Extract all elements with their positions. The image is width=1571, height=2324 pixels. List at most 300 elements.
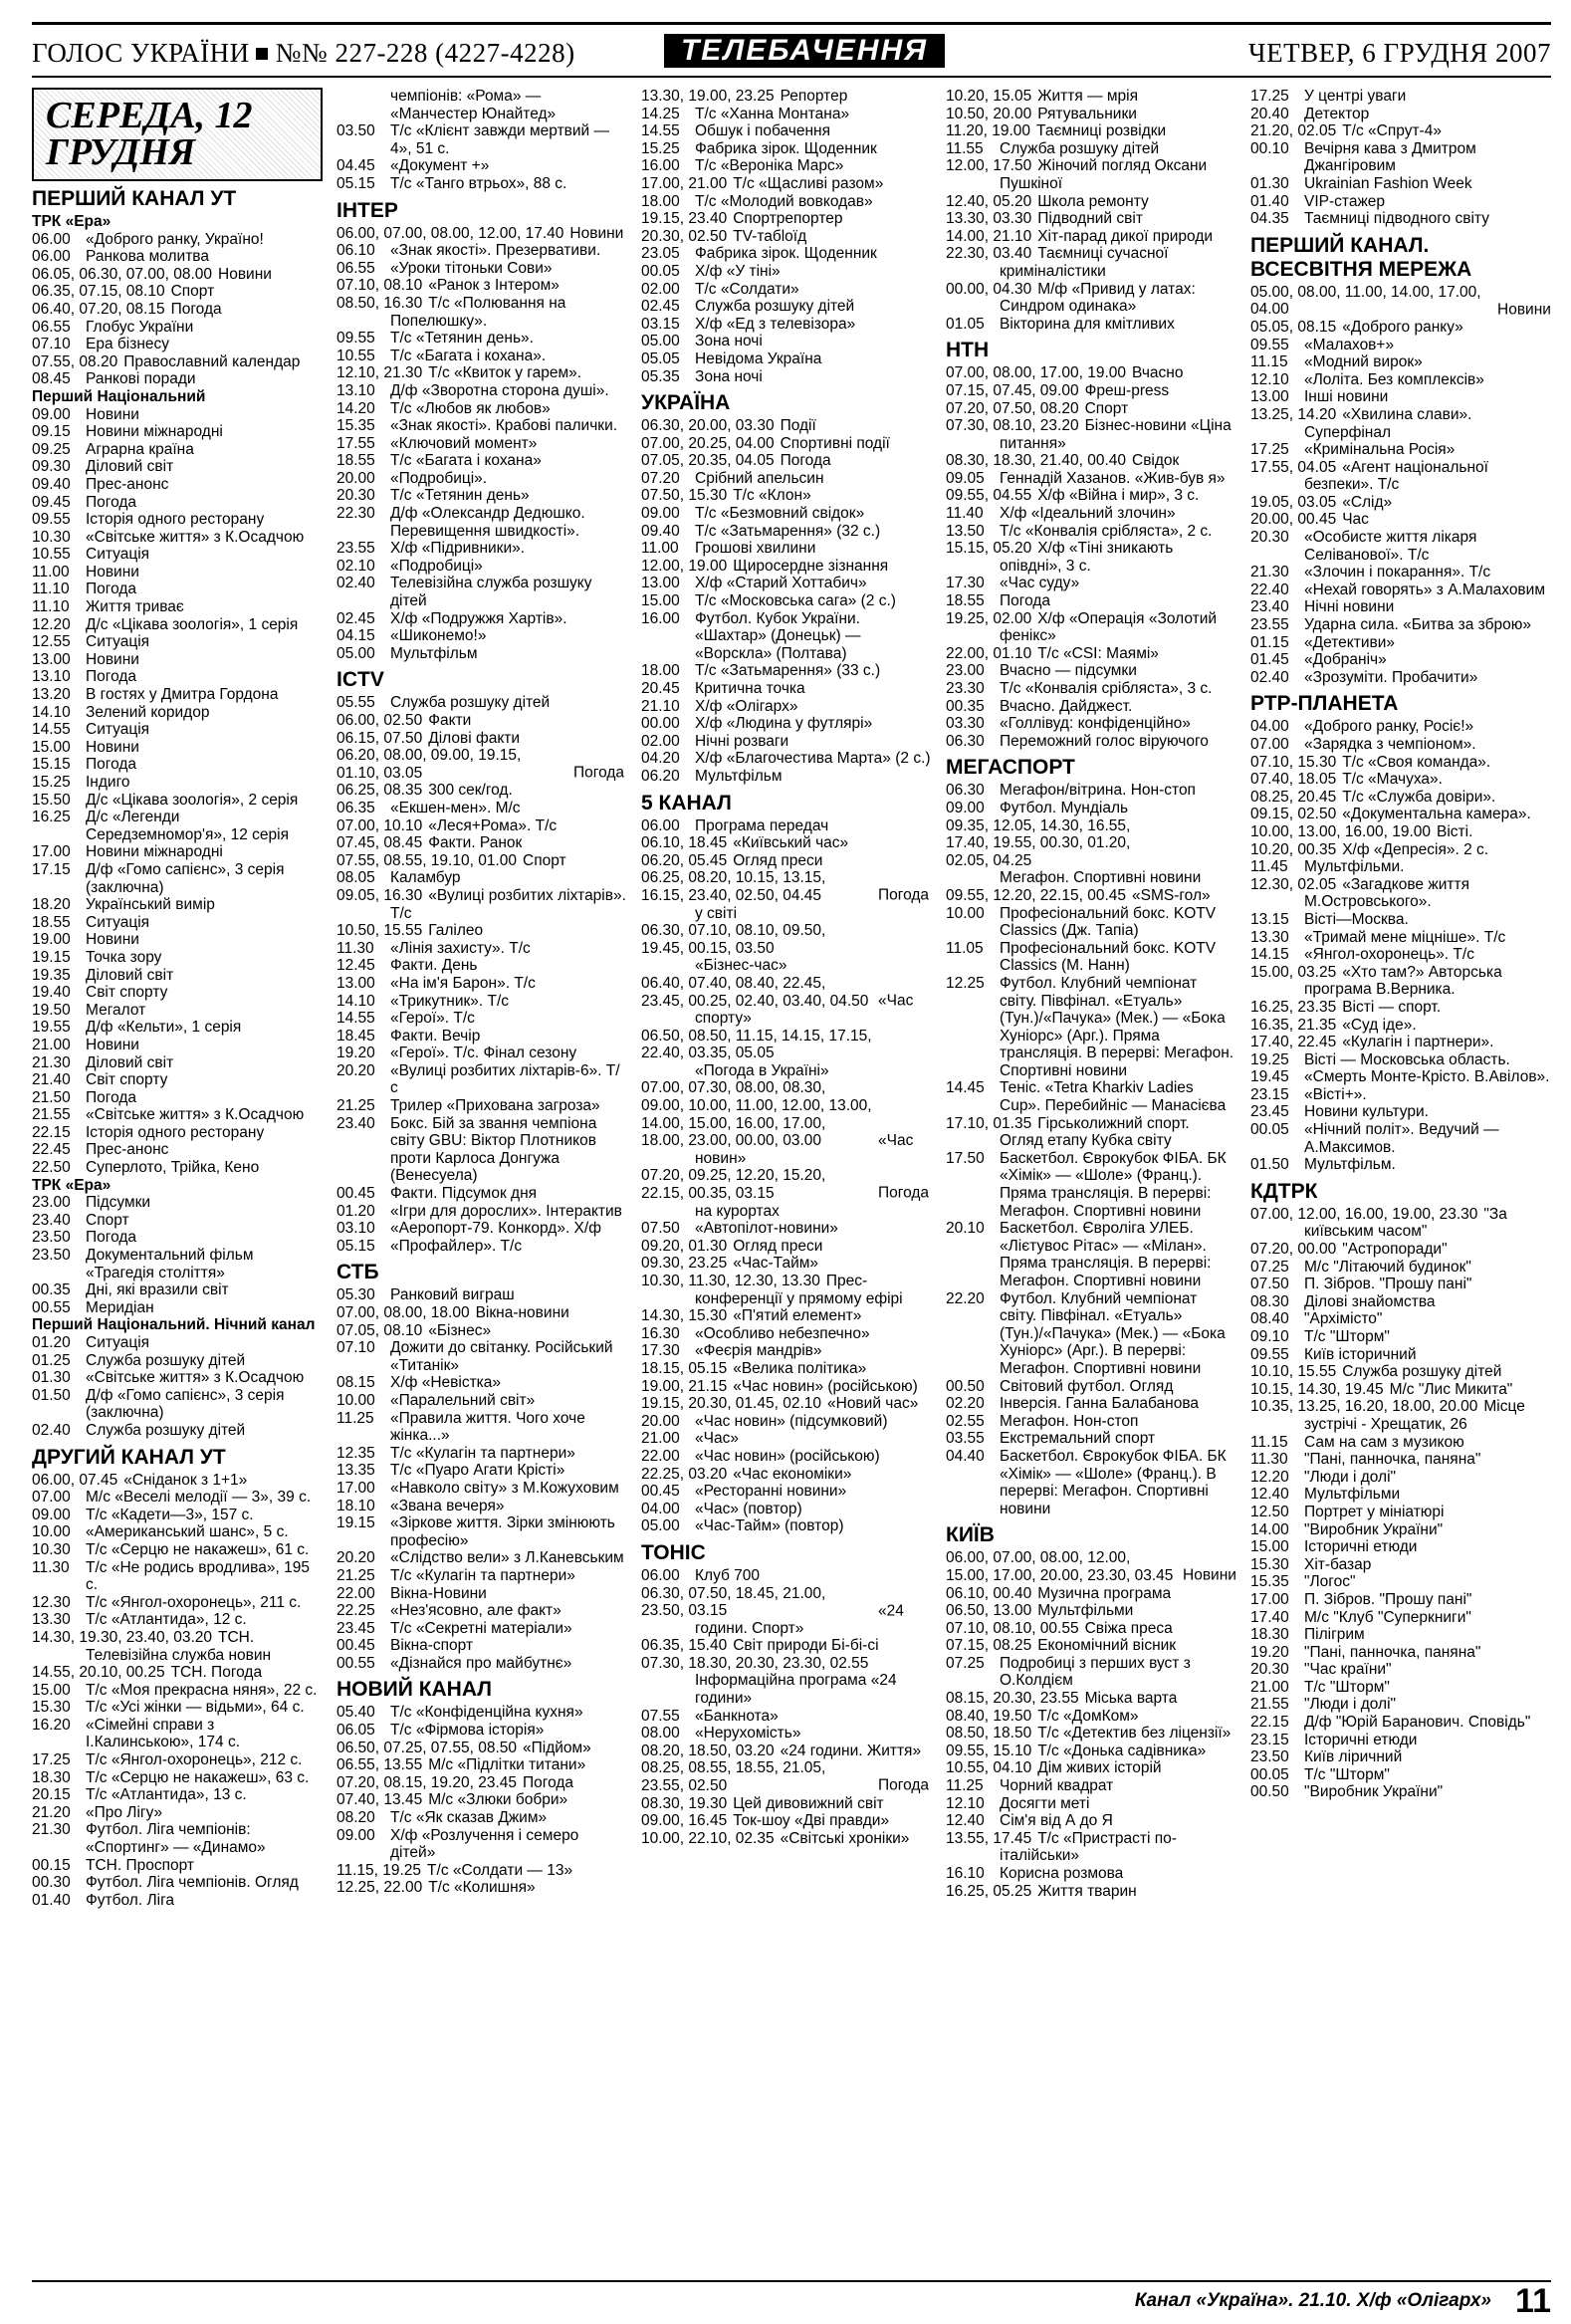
program-time: 23.15 (1250, 1085, 1289, 1103)
program-listing (32, 1071, 323, 1089)
program-listing (641, 1830, 932, 1848)
program-title: Х/ф «Ідеальний злочин» (1000, 505, 1176, 523)
program-title: «Трикутник». Т/с (390, 992, 510, 1010)
program-title: Погода (86, 1088, 137, 1106)
program-time: 01.40 (32, 1891, 71, 1909)
program-time: 06.50, 07.25, 07.55, 08.50 (337, 1739, 517, 1756)
program-title: М/с «Злюки бобри» (428, 1791, 568, 1809)
program-listing (641, 140, 932, 158)
program-title: Ситуація (86, 913, 150, 931)
program-title: Погода (86, 756, 137, 774)
program-time: 11.15 (1250, 1433, 1288, 1451)
program-time: 07.25 (1250, 1258, 1289, 1276)
program-listing (641, 1637, 932, 1655)
program-listing (946, 1865, 1236, 1883)
program-title: Футбол. Ліга чемпіонів. Огляд (86, 1874, 299, 1892)
program-title: Жіночий погляд Оксани Пушкіної (1000, 157, 1208, 192)
program-listing (946, 88, 1236, 106)
program-time: 10.00 (337, 1391, 375, 1409)
program-listing (337, 1203, 627, 1221)
program-listing (1250, 1156, 1551, 1174)
program-listing (1250, 1486, 1551, 1504)
program-listing (946, 1725, 1236, 1743)
program-time: 16.00 (641, 609, 680, 627)
program-time: 06.20, 08.00, 09.00, 19.15, 01.10, 03.05 (337, 747, 522, 782)
program-time: 08.25, 20.45 (1250, 788, 1337, 806)
program-time: 15.30 (1250, 1555, 1289, 1573)
program-time: 10.50, 15.55 (337, 922, 423, 940)
program-time: 19.20 (1250, 1643, 1289, 1661)
program-time: 07.00, 10.10 (337, 816, 423, 834)
program-listing (337, 364, 627, 382)
program-listing (337, 817, 627, 835)
channel-heading: КДТРК (1250, 1179, 1318, 1203)
program-title: Вікна-новини (475, 1304, 569, 1321)
program-time: 22.15 (1250, 1714, 1289, 1732)
program-listing (641, 1759, 932, 1794)
program-time: 00.45 (641, 1483, 680, 1501)
program-listing (1250, 789, 1551, 807)
program-time: 07.20, 00.00 (1250, 1241, 1337, 1259)
program-time: 12.10, 21.30 (337, 364, 423, 382)
program-listing (946, 364, 1236, 382)
program-listing (641, 1378, 932, 1396)
program-listing (641, 228, 932, 246)
channel-heading: ІНТЕР (337, 198, 398, 222)
program-listing (1250, 1068, 1551, 1086)
program-listing (32, 1089, 323, 1107)
program-listing (641, 698, 932, 716)
program-time: 00.05 (1250, 1121, 1289, 1139)
program-listing (1250, 1732, 1551, 1749)
program-title: Час (1342, 511, 1369, 529)
program-title: Ударна сила. «Битва за зброю» (1304, 616, 1531, 634)
program-title: «Підйом» (523, 1739, 591, 1756)
program-listing (337, 1339, 627, 1374)
program-listing (641, 435, 932, 453)
program-listing (337, 645, 627, 663)
program-time: 23.40 (1250, 598, 1289, 616)
program-listing (1250, 754, 1551, 772)
program-listing (946, 1079, 1236, 1114)
program-time: 09.30, 23.25 (641, 1255, 728, 1273)
program-title: Таємниці розвідки (1036, 122, 1167, 140)
program-title: Т/с «Любов як любов» (390, 399, 551, 417)
program-time: 15.35 (1250, 1573, 1289, 1591)
program-time: 07.25 (946, 1654, 985, 1672)
program-time: 05.00 (641, 1517, 680, 1535)
program-time: 16.25 (32, 809, 71, 826)
program-listing (1250, 406, 1551, 441)
program-time: 13.00 (337, 974, 375, 992)
page-number: 11 (1515, 2282, 1551, 2320)
program-time: 09.00 (32, 405, 71, 423)
program-time: 10.30 (32, 1540, 71, 1558)
program-time: 01.30 (32, 1369, 71, 1387)
program-title: «Аеропорт-79. Конкорд». Х/ф (390, 1220, 601, 1238)
program-listing (946, 1743, 1236, 1760)
program-time: 21.30 (32, 1053, 71, 1071)
program-listing (32, 1699, 323, 1717)
schedule-columns (32, 88, 1551, 2266)
program-listing (32, 686, 323, 704)
program-time: 14.00 (1250, 1520, 1289, 1538)
program-title: Х/ф «Людина у футлярі» (695, 715, 873, 733)
program-title: Ток-шоу «Дві правди» (733, 1812, 890, 1830)
program-title: "Час країни" (1304, 1661, 1392, 1679)
program-listing (1250, 964, 1551, 999)
program-title: М/ф «Привид у латах: Синдром одинака» (1000, 280, 1196, 316)
program-listing (641, 245, 932, 263)
program-time: 17.30 (946, 575, 985, 592)
program-title: «Тримай мене міцніше». Т/с (1304, 928, 1506, 946)
program-title: "Логос" (1304, 1573, 1356, 1591)
program-title: Вісті—Москва. (1304, 910, 1409, 928)
program-listing (32, 756, 323, 774)
program-listing (32, 1507, 323, 1524)
program-listing (946, 487, 1236, 505)
program-listing (337, 1010, 627, 1028)
schedule-column-4 (946, 88, 1236, 2266)
program-listing (1250, 581, 1551, 599)
program-listing (641, 175, 932, 193)
program-listing (337, 1286, 627, 1304)
program-time: 12.00, 19.00 (641, 557, 728, 575)
program-time: 23.50 (32, 1247, 71, 1265)
program-title: "Люди і долі" (1304, 1696, 1397, 1714)
program-listing (32, 774, 323, 792)
channel-heading: СТБ (337, 1261, 379, 1284)
program-time: 23.30 (946, 680, 985, 697)
program-time: 04.20 (641, 750, 680, 768)
program-title: Історія одного ресторану (86, 511, 265, 529)
program-time: 14.55, 20.10, 00.25 (32, 1664, 165, 1682)
program-title: Новини міжнародні (86, 423, 223, 441)
program-title: Т/с «CSI: Маямі» (1037, 644, 1159, 662)
program-listing (641, 540, 932, 558)
program-title: Т/с «Атлантида», 12 с. (86, 1611, 247, 1629)
program-time: 09.05, 16.30 (337, 886, 423, 904)
program-listing (641, 1795, 932, 1813)
program-listing (641, 680, 932, 698)
program-title: «Лоліта. Без комплексів» (1304, 370, 1484, 388)
program-listing (946, 228, 1236, 246)
program-title: «Особливо небезпечно» (695, 1324, 870, 1342)
program-title: Д/ф «Зворотна сторона душі». (390, 381, 609, 399)
program-listing (1250, 1293, 1551, 1311)
program-title: «Час» (695, 1430, 739, 1448)
program-time: 11.30 (32, 1558, 70, 1576)
program-listing (337, 922, 627, 940)
program-time: 22.20 (946, 1289, 985, 1307)
program-time: 23.15 (1250, 1731, 1289, 1748)
program-listing (32, 1422, 323, 1440)
program-title: Т/с «Конвалія срібляста», 2 с. (1000, 522, 1213, 540)
program-title: «Суд іде». (1342, 1016, 1417, 1034)
program-time: 14.20 (337, 399, 375, 417)
program-title: Життя — мрія (1037, 88, 1138, 105)
program-time: 19.15, 23.40 (641, 210, 728, 228)
program-listing (337, 1304, 627, 1322)
program-time: 01.45 (1250, 651, 1289, 669)
program-time: 21.30 (1250, 564, 1289, 581)
program-listing (641, 1725, 932, 1743)
program-time: 22.30, 03.40 (946, 245, 1032, 263)
program-title: П. Зібров. "Прошу пані" (1304, 1590, 1472, 1608)
program-title: «Нерухомість» (695, 1725, 801, 1743)
program-listing (641, 1395, 932, 1413)
program-title: Хіт-парад дикої природи (1037, 227, 1214, 245)
program-listing (946, 470, 1236, 488)
program-title: Дні, які вразили світ (86, 1281, 229, 1299)
program-time: 22.25 (337, 1602, 375, 1620)
program-time: 12.20 (32, 615, 71, 633)
program-time: 18.00 (641, 662, 680, 680)
program-listing (641, 733, 932, 751)
program-title: Д/ф «Гомо сапієнс», 3 серія (заключна) (86, 860, 285, 896)
program-listing (32, 266, 323, 284)
program-listing (1250, 823, 1551, 841)
program-listing (1250, 1714, 1551, 1732)
program-listing (32, 1769, 323, 1787)
program-listing (946, 1585, 1236, 1603)
program-listing (1250, 999, 1551, 1017)
program-time: 16.25, 23.35 (1250, 998, 1337, 1016)
program-time: 09.55, 12.20, 22.15, 00.45 (946, 886, 1126, 904)
program-time: 07.00 (1250, 736, 1289, 753)
program-time: 11.15, 19.25 (337, 1861, 422, 1879)
program-listing (946, 1115, 1236, 1150)
program-time: 09.25 (32, 440, 71, 458)
program-time: 08.15 (337, 1374, 375, 1392)
program-title: Досягти меті (1000, 1794, 1090, 1812)
program-title: Х/ф «Операція «Золотий фенікс» (1000, 609, 1218, 645)
program-title: Ситуація (86, 633, 150, 651)
program-listing (946, 592, 1236, 610)
program-title: «Дізнайся про майбутнє» (390, 1654, 572, 1672)
program-listing (641, 1273, 932, 1307)
program-listing (946, 905, 1236, 940)
program-listing (1250, 175, 1551, 193)
program-title: «Світське життя» з К.Осадчою (86, 528, 305, 546)
program-time: 22.00 (641, 1447, 680, 1465)
program-title: Український вимір (86, 896, 215, 914)
program-title: «Малахов+» (1304, 336, 1395, 353)
program-time: 05.30 (337, 1286, 375, 1304)
program-listing (641, 157, 932, 175)
program-title: Т/с «Серцю не накажеш», 61 с. (86, 1540, 310, 1558)
program-title: Баскетбол. Євроліга УЛЕБ. «Лієтувос Рітас» — «Мілан». Пряма трансляція. В перерві: Мегафон. Спортивні новини (1000, 1220, 1212, 1289)
program-title: Мультфільми (1304, 1486, 1401, 1504)
program-title: Нічні новини (1304, 598, 1395, 616)
program-title: Т/с «Служба довіри». (1342, 788, 1496, 806)
program-listing (946, 417, 1236, 452)
program-title: Д/с «Цікава зоологія», 1 серія (86, 615, 299, 633)
program-title: У центрі уваги (1304, 88, 1407, 105)
program-title: Історичні етюди (1304, 1538, 1418, 1556)
program-time: 08.50, 18.50 (946, 1725, 1032, 1743)
program-title: «П'ятий елемент» (733, 1307, 862, 1325)
program-listing (337, 1462, 627, 1480)
program-listing (337, 1567, 627, 1585)
program-title: «Подробиці» (390, 557, 483, 575)
program-listing (337, 993, 627, 1011)
program-time: 07.50 (1250, 1276, 1289, 1293)
program-listing (641, 1708, 932, 1726)
program-title: Суперлото, Трійка, Кено (86, 1159, 260, 1177)
program-listing (337, 1704, 627, 1722)
program-time: 14.15 (1250, 946, 1289, 964)
program-title: Ситуація (86, 721, 150, 739)
program-listing (641, 1167, 932, 1220)
program-time: 08.30 (1250, 1292, 1289, 1310)
program-listing (337, 1238, 627, 1256)
program-time: 09.10 (1250, 1328, 1289, 1345)
program-time: 05.05 (641, 349, 680, 367)
channel-subheading: ТРК «Ера» (32, 213, 112, 230)
program-time: 09.00, 16.45 (641, 1812, 728, 1830)
program-listing (641, 975, 932, 1028)
program-time: 13.00 (1250, 388, 1289, 406)
program-title: «24 години. Життя» (780, 1742, 922, 1759)
program-title: «Янгол-охоронець». Т/с (1304, 946, 1474, 964)
program-time: 21.20 (32, 1803, 71, 1821)
program-listing (1250, 494, 1551, 512)
program-listing (1250, 210, 1551, 228)
program-time: 06.20, 05.45 (641, 851, 728, 869)
program-listing (32, 616, 323, 634)
program-title: Т/с «Кадети—3», 157 с. (86, 1506, 254, 1523)
program-listing (1250, 106, 1551, 123)
program-time: 15.35 (337, 417, 375, 435)
program-title: Т/с «Детектив без ліцензії» (1037, 1725, 1232, 1743)
program-listing (337, 1220, 627, 1238)
program-time: 16.35, 21.35 (1250, 1016, 1337, 1034)
program-time: 14.25 (641, 105, 680, 122)
program-listing (337, 1410, 627, 1445)
program-time: 07.15, 07.45, 09.00 (946, 381, 1079, 399)
program-time: 14.00, 21.10 (946, 227, 1032, 245)
program-title: Т/с «Солдати» (695, 280, 799, 298)
program-title: Галілео (428, 922, 484, 940)
program-time: 14.10 (337, 992, 375, 1010)
program-listing (1250, 771, 1551, 789)
program-title: "Астропоради" (1342, 1241, 1448, 1259)
program-time: 13.30 (1250, 928, 1289, 946)
program-title: Мегафон. Нон-стоп (1000, 1412, 1139, 1430)
program-listing (641, 1220, 932, 1238)
program-title: Факти. Вечір (390, 1027, 481, 1045)
program-title: «Час спорту» (695, 992, 914, 1028)
program-time: 18.55 (946, 592, 985, 610)
program-listing (32, 931, 323, 949)
program-time: 06.35, 07.15, 08.10 (32, 283, 165, 301)
program-title: Служба розшуку дітей (1342, 1363, 1502, 1381)
program-time: 21.50 (32, 1088, 71, 1106)
program-listing (946, 1812, 1236, 1830)
program-title: «Лінія захисту». Т/с (390, 939, 531, 957)
program-listing (337, 730, 627, 748)
program-listing (337, 382, 627, 400)
program-time: 06.55 (337, 259, 375, 277)
program-title: «Звана вечеря» (390, 1497, 505, 1514)
program-title: Т/с «Тетянин день». (390, 330, 534, 348)
program-title: Т/с «Конвалія срібляста», 3 с. (1000, 680, 1213, 697)
program-title: Т/с «Серцю не накажеш», 63 с. (86, 1768, 310, 1786)
program-title: Спорт (1084, 399, 1129, 417)
program-title: Мультфільми. (1304, 858, 1405, 876)
program-time: 08.05 (337, 869, 375, 887)
program-title: Нічні розваги (695, 732, 789, 750)
program-time: 10.30, 11.30, 12.30, 13.30 (641, 1273, 820, 1289)
program-time: 09.55 (32, 511, 71, 529)
program-listing (337, 869, 627, 887)
program-title: «Кримінальна Росія» (1304, 441, 1456, 459)
program-time: 10.35, 13.25, 16.20, 18.00, 20.00 (1250, 1398, 1478, 1416)
program-title: Ранкові поради (86, 370, 196, 388)
program-title: Київ ліричний (1304, 1748, 1403, 1766)
program-listing (946, 1830, 1236, 1865)
program-title: Дожити до світанку. Російський «Титанік» (390, 1339, 613, 1374)
program-listing (946, 157, 1236, 192)
program-time: 21.00 (641, 1430, 680, 1448)
program-listing (337, 1392, 627, 1410)
program-title: «Час новин» (російською) (695, 1447, 880, 1465)
program-title: Трилер «Прихована загроза» (390, 1097, 600, 1115)
program-title: Погода (573, 764, 625, 782)
program-listing (32, 370, 323, 388)
program-listing (1250, 806, 1551, 823)
program-title: Служба розшуку дітей (695, 298, 855, 316)
program-time: 08.20 (337, 1809, 375, 1827)
program-listing (337, 505, 627, 540)
program-listing (1250, 1206, 1551, 1241)
program-time: 21.10 (641, 697, 680, 715)
program-time: 12.10 (946, 1794, 985, 1812)
program-listing (32, 914, 323, 932)
program-title: «Хвилина слави». Суперфінал (1304, 405, 1472, 441)
program-title: «Слід» (1342, 493, 1393, 511)
program-time: 00.45 (337, 1637, 375, 1655)
program-title: Сім'я від А до Я (1000, 1812, 1113, 1830)
program-listing (1250, 1086, 1551, 1104)
program-time: 09.00 (946, 799, 985, 816)
program-title: Погода (1000, 592, 1051, 610)
program-listing (1250, 1538, 1551, 1556)
program-title: Ділові знайомства (1304, 1292, 1436, 1310)
program-time: 07.50 (641, 1220, 680, 1238)
program-listing (32, 1334, 323, 1352)
program-title: Погода (86, 668, 137, 686)
program-title: Репортер (780, 88, 848, 105)
program-listing (1250, 193, 1551, 211)
program-listing (946, 505, 1236, 523)
program-title: Новини культури. (1304, 1103, 1429, 1121)
program-time: 07.45, 08.45 (337, 834, 423, 852)
program-time: 21.55 (32, 1106, 71, 1124)
program-listing (1250, 88, 1551, 106)
program-listing (32, 668, 323, 686)
program-time: 10.50, 20.00 (946, 105, 1032, 122)
program-listing (32, 984, 323, 1002)
program-title: Футбол. Клубний чемпіонат світу. Півфінал. «Етуаль» (Тун.)/«Пачука» (Мек.) — «Бока Хуніорс» (Арг.). В перерві: Мегафон. Спортивні новини (1000, 1289, 1226, 1377)
program-time: 15.15, 05.20 (946, 540, 1032, 558)
program-listing (32, 1629, 323, 1664)
program-time: 07.05, 20.35, 04.05 (641, 452, 775, 470)
program-title: Х/ф «Олігарх» (695, 697, 798, 715)
program-listing (1250, 564, 1551, 581)
program-title: Таємниці підводного світу (1304, 210, 1489, 228)
